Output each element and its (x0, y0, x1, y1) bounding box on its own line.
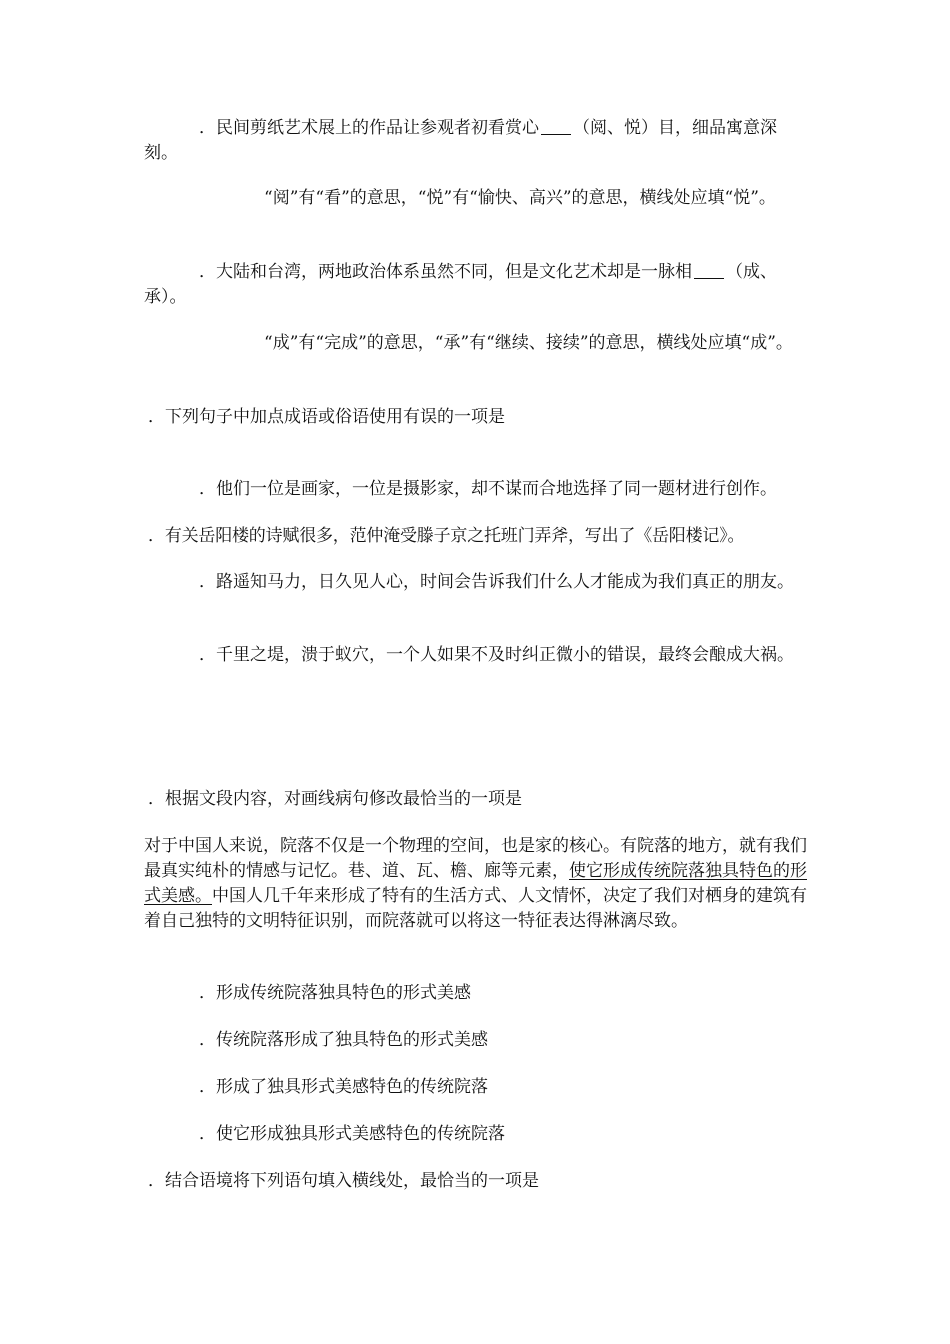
option-marker: ． (199, 1077, 216, 1097)
question-text: 大陆和台湾，两地政治体系虽然不同，但是文化艺术却是一脉相 (216, 262, 692, 282)
option-b (144, 1028, 810, 1053)
question-text-tail: （阅、悦）目，细品寓意深刻。 (144, 118, 777, 163)
option-marker: ． (199, 645, 216, 665)
question-3-stem (144, 787, 810, 812)
question-2-stem (144, 405, 810, 430)
option-marker: ． (199, 479, 216, 499)
option-b (144, 524, 814, 549)
option-marker: ． (199, 1124, 216, 1144)
item-marker: ． (199, 118, 216, 138)
question-4-stem (144, 1169, 810, 1194)
underlined-sentence: 使它形成传统院落独具特色的形式美感。 (144, 861, 807, 906)
option-text: 他们一位是画家，一位是摄影家，却不谋而合地选择了同一题材进行创作。 (216, 479, 777, 499)
fill-blank (694, 260, 724, 279)
option-c (144, 1075, 810, 1100)
explanation-a: “阅”有“看”的意思，“悦”有“愉快、高兴”的意思，横线处应填“悦”。 (264, 188, 776, 208)
passage-text: 对于中国人来说，院落不仅是一个物理的空间，也是家的核心。有院落的地方，就有我们最真实纯朴的情感与记忆。巷、道、瓦、檐、廊等元素， (144, 836, 807, 881)
option-marker: ． (199, 983, 216, 1003)
option-a (144, 981, 810, 1006)
option-text: 有关岳阳楼的诗赋很多，范仲淹受滕子京之托班门弄斧，写出了《岳阳楼记》。 (164, 526, 745, 546)
question-number: ． (148, 789, 165, 809)
question-text: 民间剪纸艺术展上的作品让参观者初看赏心 (216, 118, 539, 138)
explanation-b: “成”有“完成”的意思，“承”有“继续、接续”的意思，横线处应填“成”。 (264, 333, 793, 353)
question-number: ． (148, 1171, 165, 1191)
item-marker: ． (199, 262, 216, 282)
question-text: 下列句子中加点成语或俗语使用有误的一项是 (165, 407, 505, 427)
option-text: 形成了独具形式美感特色的传统院落 (216, 1077, 488, 1097)
question-text-tail: （成、承）。 (144, 262, 777, 307)
option-text: 传统院落形成了独具特色的形式美感 (216, 1030, 488, 1050)
passage-text-cont: 中国人几千年来形成了特有的生活方式、人文情怀，决定了我们对栖身的建筑有着自己独特的文明特征识别，而院落就可以将这一特征表达得淋漓尽致。 (144, 886, 807, 931)
option-marker: ． (199, 1030, 216, 1050)
question-text: 根据文段内容，对画线病句修改最恰当的一项是 (165, 789, 522, 809)
option-d (144, 643, 810, 668)
option-marker: ． (148, 526, 165, 546)
question-number: ． (148, 407, 165, 427)
option-text: 使它形成独具形式美感特色的传统院落 (216, 1124, 505, 1144)
question-text: 结合语境将下列语句填入横线处，最恰当的一项是 (165, 1171, 539, 1191)
fill-blank (541, 116, 571, 135)
passage (144, 834, 810, 934)
option-text: 千里之堤，溃于蚁穴，一个人如果不及时纠正微小的错误，最终会酿成大祸。 (216, 645, 794, 665)
option-text: 路遥知马力，日久见人心，时间会告诉我们什么人才能成为我们真正的朋友。 (216, 572, 794, 592)
question-a (144, 116, 810, 166)
option-c (144, 570, 810, 595)
option-a (144, 477, 810, 502)
option-marker: ． (199, 572, 216, 592)
question-b (144, 260, 810, 310)
option-text: 形成传统院落独具特色的形式美感 (216, 983, 471, 1003)
option-d (144, 1122, 810, 1147)
